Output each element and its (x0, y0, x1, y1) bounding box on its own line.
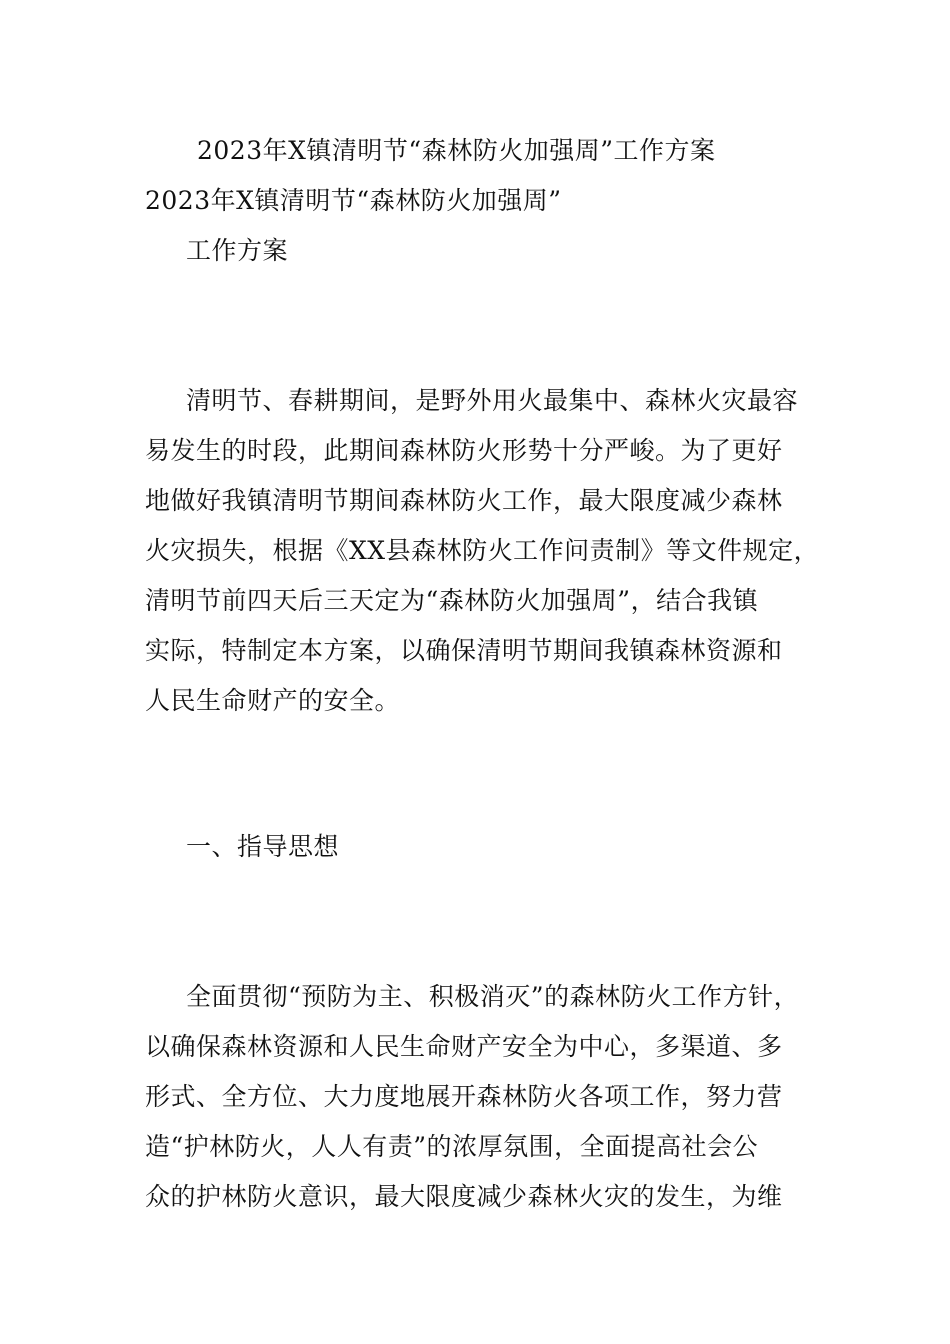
document-title: 2023年X镇清明节“森林防火加强周”工作方案 (197, 136, 716, 165)
intro-paragraph-line: 清明节、春耕期间，是野外用火最集中、森林火灾最容 (186, 386, 799, 415)
document-subtitle-line-1: 2023年X镇清明节“森林防火加强周” (145, 186, 562, 215)
section1-paragraph-line: 造“护林防火，人人有责”的浓厚氛围，全面提高社会公 (145, 1132, 759, 1161)
section1-paragraph-line: 全面贯彻“预防为主、积极消灭”的森林防火工作方针， (186, 982, 800, 1011)
intro-paragraph-line: 人民生命财产的安全。 (145, 686, 401, 715)
intro-paragraph-line: 火灾损失，根据《XX县森林防火工作问责制》等文件规定， (145, 536, 820, 565)
section1-paragraph (145, 972, 845, 1222)
section1-paragraph-line: 以确保森林资源和人民生命财产安全为中心，多渠道、多 (145, 1032, 783, 1061)
intro-paragraph-line: 易发生的时段，此期间森林防火形势十分严峻。为了更好 (145, 436, 783, 465)
section1-paragraph-line: 形式、全方位、大力度地展开森林防火各项工作，努力营 (145, 1082, 783, 1111)
document-subtitle-line-2: 工作方案 (186, 236, 289, 265)
intro-paragraph (145, 376, 845, 726)
section-heading-guiding-ideology: 一、指导思想 (186, 832, 340, 861)
intro-paragraph-line: 地做好我镇清明节期间森林防火工作，最大限度减少森林 (145, 486, 783, 515)
intro-paragraph-line: 清明节前四天后三天定为“森林防火加强周”，结合我镇 (145, 586, 759, 615)
section1-paragraph-line: 众的护林防火意识，最大限度减少森林火灾的发生，为维 (145, 1182, 783, 1211)
intro-paragraph-line: 实际，特制定本方案，以确保清明节期间我镇森林资源和 (145, 636, 783, 665)
